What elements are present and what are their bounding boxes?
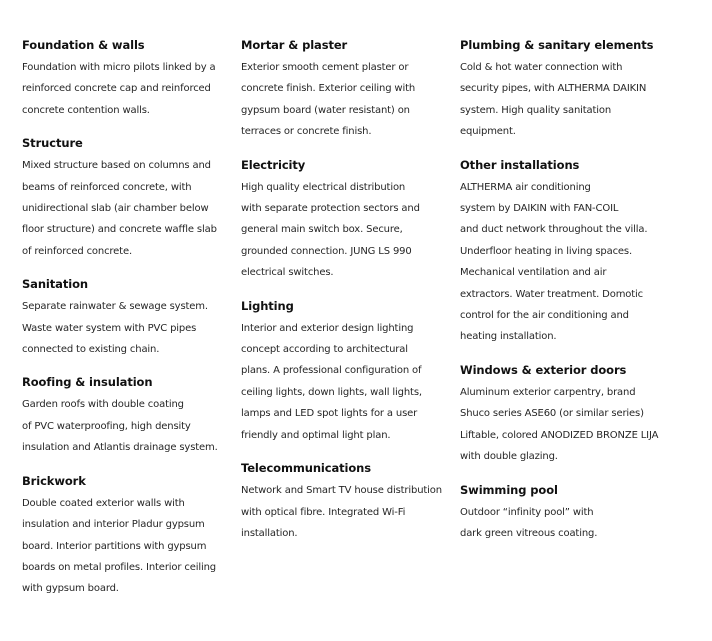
section-heading: Telecommunications: [241, 461, 372, 476]
section-text-line: concept according to architectural: [241, 344, 408, 356]
section-text-line: Aluminum exterior carpentry, brand: [460, 386, 636, 398]
section-brickwork: [22, 473, 232, 600]
section-other-installations: [460, 157, 690, 348]
section-text-line: Waste water system with PVC pipes: [22, 322, 197, 334]
section-text-line: connected to existing chain.: [22, 344, 160, 356]
column-1: [22, 37, 232, 600]
section-text-line: ceiling lights, down lights, wall lights,: [241, 386, 422, 398]
section-text-line: Foundation with micro pilots linked by a: [22, 62, 216, 73]
section-text-line: equipment.: [460, 126, 516, 138]
section-text-line: Cold & hot water connection with: [460, 62, 623, 73]
section-heading: Structure: [22, 136, 83, 151]
section-text-line: Network and Smart TV house distribution: [241, 485, 442, 497]
section-heading: Roofing & insulation: [22, 375, 153, 390]
section-text-line: beams of reinforced concrete, with: [22, 181, 192, 193]
section-heading: Sanitation: [22, 277, 88, 292]
section-text-line: reinforced concrete cap and reinforced: [22, 83, 211, 95]
section-text-line: of PVC waterproofing, high density: [22, 420, 191, 432]
section-foundation-walls: [22, 37, 232, 121]
section-heading: Mortar & plaster: [241, 38, 348, 52]
section-electricity: [241, 157, 455, 284]
section-text-line: insulation and interior Pladur gypsum: [22, 519, 205, 531]
section-text-line: gypsum board (water resistant) on: [241, 104, 410, 116]
section-text-line: board. Interior partitions with gypsum: [22, 540, 207, 552]
section-text-line: boards on metal profiles. Interior ceiling: [22, 561, 216, 573]
section-text-line: of reinforced concrete.: [22, 245, 132, 257]
section-text-line: friendly and optimal light plan.: [241, 429, 391, 441]
section-swimming-pool: [460, 482, 690, 545]
section-text-line: High quality electrical distribution: [241, 181, 406, 193]
section-text-line: with optical fibre. Integrated Wi-Fi: [241, 506, 406, 518]
section-text-line: Outdoor “infinity pool” with: [460, 506, 594, 518]
section-text-line: with separate protection sectors and: [241, 203, 420, 215]
section-heading: Windows & exterior doors: [460, 362, 627, 377]
section-heading: Lighting: [241, 298, 294, 313]
section-sanitation: [22, 276, 232, 360]
section-text-line: with double glazing.: [460, 451, 558, 463]
section-text-line: plans. A professional configuration of: [241, 365, 422, 377]
section-text-line: grounded connection. JUNG LS 990: [241, 245, 412, 257]
section-text-line: lamps and LED spot lights for a user: [241, 408, 418, 420]
section-text-line: Shuco series ASE60 (or similar series): [460, 408, 644, 420]
section-text-line: installation.: [241, 527, 298, 539]
section-roofing-insulation: [22, 374, 232, 458]
section-text-line: insulation and Atlantis drainage system.: [22, 442, 218, 454]
section-text-line: system by DAIKIN with FAN-COIL: [460, 203, 619, 215]
section-structure: [22, 135, 232, 262]
section-text-line: with gypsum board.: [22, 583, 119, 595]
section-text-line: floor structure) and concrete waffle slab: [22, 224, 217, 236]
section-text-line: heating installation.: [460, 331, 557, 343]
section-text-line: electrical switches.: [241, 267, 334, 279]
section-heading: Electricity: [241, 157, 306, 172]
section-text-line: Separate rainwater & sewage system.: [22, 301, 208, 313]
section-heading: Swimming pool: [460, 482, 558, 497]
section-heading: Plumbing & sanitary elements: [460, 38, 654, 52]
section-text-line: and duct network throughout the villa.: [460, 224, 648, 236]
section-text-line: Exterior smooth cement plaster or: [241, 62, 409, 73]
section-text-line: Mechanical ventilation and air: [460, 267, 607, 279]
section-text-line: Liftable, colored ANODIZED BRONZE LIJA: [460, 429, 659, 441]
section-lighting: [241, 298, 455, 446]
section-mortar-plaster: [241, 37, 455, 143]
section-heading: Foundation & walls: [22, 38, 145, 52]
section-text-line: Garden roofs with double coating: [22, 399, 184, 411]
section-text-line: security pipes, with ALTHERMA DAIKIN: [460, 83, 647, 95]
section-text-line: Underfloor heating in living spaces.: [460, 245, 633, 257]
section-text-line: concrete contention walls.: [22, 104, 150, 116]
section-text-line: ALTHERMA air conditioning: [460, 181, 591, 193]
section-text-line: terraces or concrete finish.: [241, 126, 372, 138]
column-3: [460, 37, 690, 544]
section-windows-exterior-doors: [460, 362, 690, 468]
section-plumbing-sanitary: [460, 37, 690, 143]
section-text-line: system. High quality sanitation: [460, 104, 612, 116]
section-text-line: Mixed structure based on columns and: [22, 160, 211, 172]
section-text-line: Double coated exterior walls with: [22, 497, 185, 509]
section-heading: Brickwork: [22, 473, 86, 488]
section-text-line: dark green vitreous coating.: [460, 527, 598, 539]
column-2: [241, 37, 455, 544]
section-text-line: unidirectional slab (air chamber below: [22, 203, 209, 215]
section-text-line: control for the air conditioning and: [460, 310, 629, 322]
section-text-line: general main switch box. Secure,: [241, 224, 403, 236]
section-text-line: Interior and exterior design lighting: [241, 322, 414, 334]
section-heading: Other installations: [460, 157, 580, 172]
section-text-line: extractors. Water treatment. Domotic: [460, 288, 644, 300]
section-text-line: concrete finish. Exterior ceiling with: [241, 83, 416, 95]
section-telecommunications: [241, 460, 455, 544]
